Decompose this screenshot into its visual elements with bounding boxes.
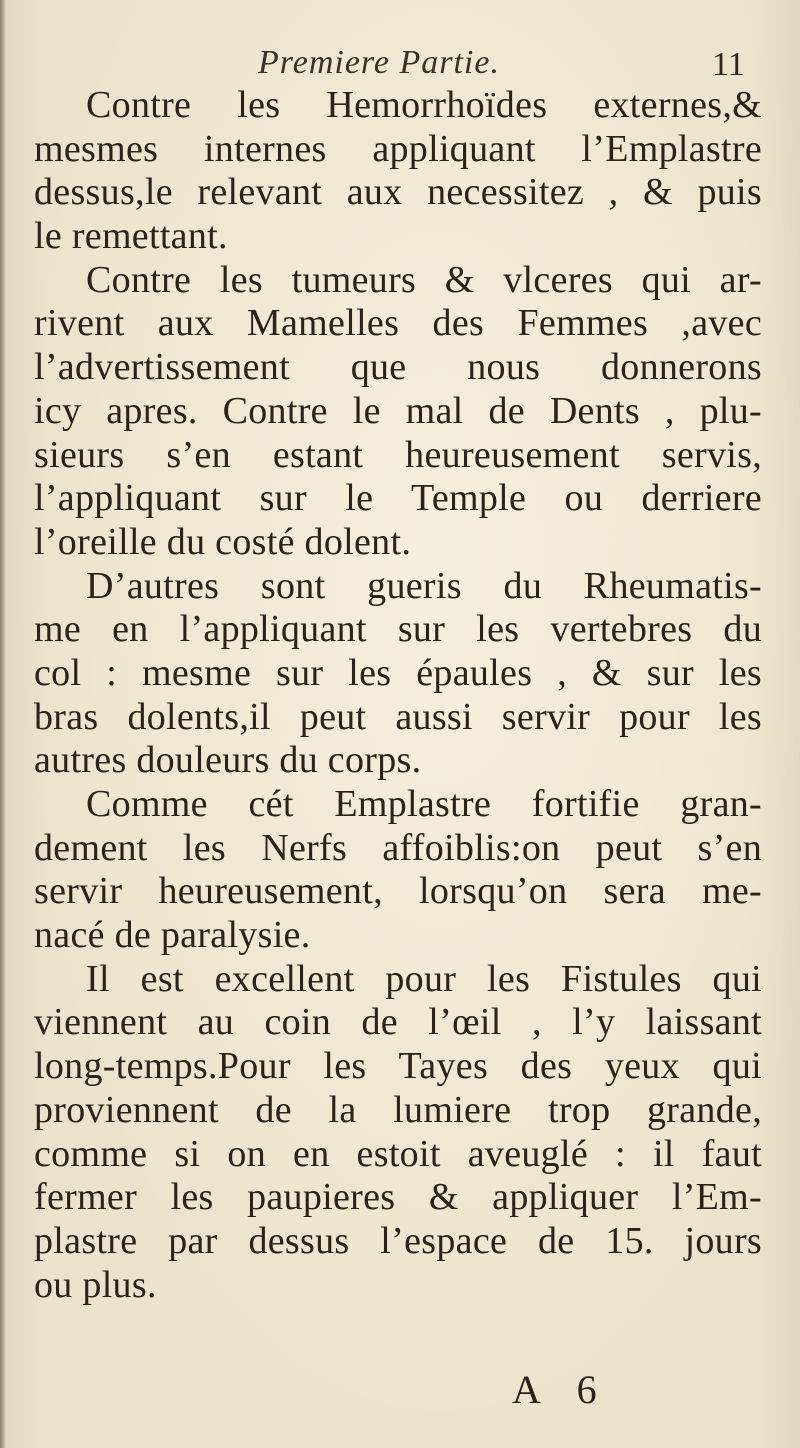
- text-line: Comme cét Emplastre fortifie gran-: [86, 783, 762, 825]
- text-line: l’advertissement que nous donnerons: [34, 346, 762, 389]
- text-line: Contre les Hemorrhoïdes externes,&: [86, 84, 762, 126]
- text-line: rivent aux Mamelles des Femmes ,avec: [34, 302, 762, 345]
- book-gutter-shadow: [0, 0, 6, 1448]
- text-line: dement les Nerfs affoiblis:on peut s’en: [34, 826, 762, 869]
- text-line: Il est excellent pour les Fistules qui: [86, 957, 762, 1000]
- text-line: Contre les tumeurs & vlceres qui ar-: [86, 258, 762, 301]
- text-line: sieurs s’en estant heureusement servis,: [34, 433, 762, 476]
- text-line: fermer les paupieres & appliquer l’Em-: [34, 1176, 762, 1219]
- text-line: D’autres sont gueris du Rheumatis-: [86, 564, 762, 607]
- text-line: l’oreille du costé dolent.: [34, 520, 412, 563]
- text-line: dessus,le relevant aux necessitez , & puis: [34, 171, 762, 214]
- text-line: mesmes internes appliquant l’Emplastre: [34, 127, 762, 170]
- text-line: icy apres. Contre le mal de Dents , plu-: [34, 389, 762, 432]
- text-line: comme si on en estoit aveuglé : il faut: [34, 1132, 762, 1175]
- body-text: [34, 84, 762, 1307]
- text-line: l’appliquant sur le Temple ou derriere: [34, 477, 762, 520]
- text-line: le remettant.: [34, 215, 228, 258]
- text-line: proviennent de la lumiere trop grande,: [34, 1088, 762, 1131]
- signature-mark: A 6: [512, 1367, 611, 1412]
- page-header: [0, 38, 800, 88]
- text-line: bras dolents,il peut aussi servir pour les: [34, 695, 762, 738]
- text-line: long-temps.Pour les Tayes des yeux qui: [34, 1045, 762, 1088]
- text-line: servir heureusement, lorsqu’on sera me-: [34, 870, 762, 913]
- text-line: autres douleurs du corps.: [34, 739, 422, 782]
- text-line: plastre par dessus l’espace de 15. jours: [34, 1219, 762, 1262]
- text-line: me en l’appliquant sur les vertebres du: [34, 608, 762, 651]
- text-line: nacé de paralysie.: [34, 914, 311, 957]
- page-number: 11: [712, 46, 745, 83]
- running-title: Premiere Partie.: [258, 44, 500, 81]
- text-line: viennent au coin de l’œil , l’y laissant: [34, 1001, 762, 1044]
- text-line: ou plus.: [34, 1263, 157, 1306]
- text-line: col : mesme sur les épaules , & sur les: [34, 651, 762, 694]
